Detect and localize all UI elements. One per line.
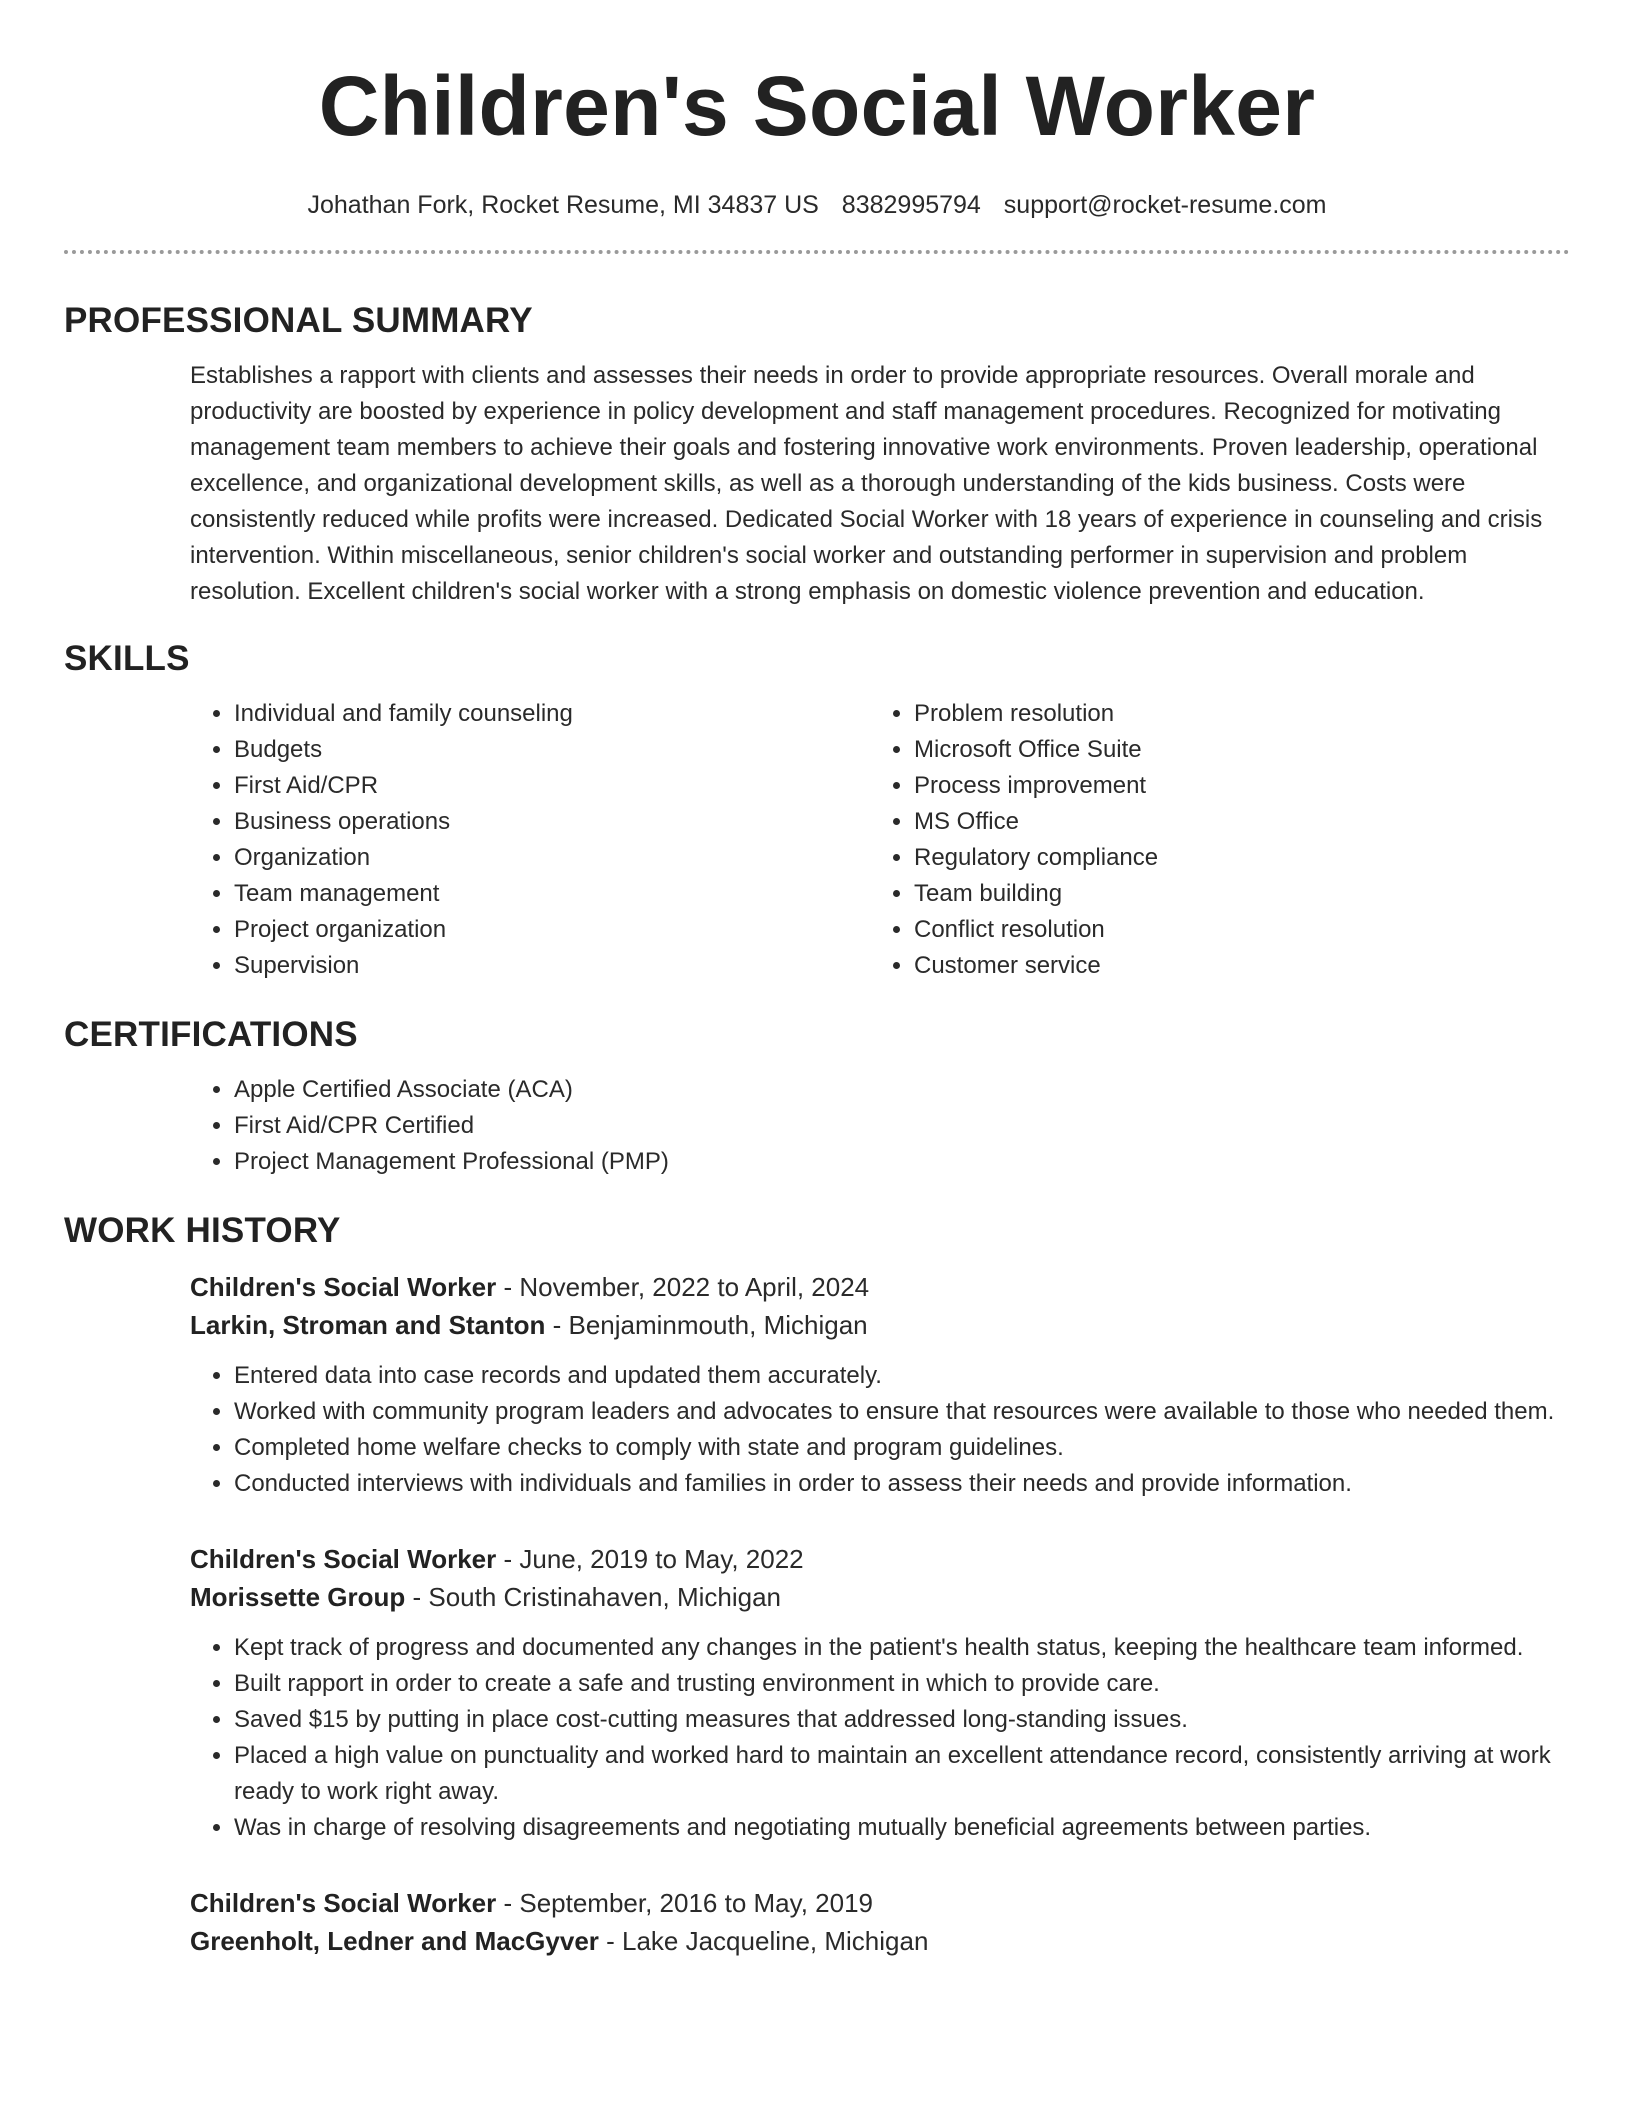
skill-item: • Business operations <box>234 804 870 840</box>
skill-item: • Team building <box>914 876 1550 912</box>
section-work-history <box>64 1210 1570 1960</box>
skills-right-column <box>870 696 1550 984</box>
job-bullet: • Built rapport in order to create a safe and trusting environment in which to provide care. <box>234 1666 1570 1702</box>
skill-item: • Project organization <box>234 912 870 948</box>
skill-item: • Supervision <box>234 948 870 984</box>
skill-item: • Individual and family counseling <box>234 696 870 732</box>
job-role-line <box>190 1268 1570 1306</box>
skill-item: • Conflict resolution <box>914 912 1550 948</box>
skill-item: • Process improvement <box>914 768 1550 804</box>
job-entry <box>190 1540 1570 1846</box>
job-bullet: • Kept track of progress and documented any changes in the patient's health status, keeping the healthcare team informed. <box>234 1630 1570 1666</box>
summary-body <box>190 358 1570 610</box>
skills-right-list <box>870 696 1550 984</box>
job-dates: - June, 2019 to May, 2022 <box>496 1544 804 1574</box>
job-bullet: • Entered data into case records and updated them accurately. <box>234 1358 1570 1394</box>
resume-header <box>64 0 1570 254</box>
certifications-body <box>190 1072 1570 1180</box>
summary-text: Establishes a rapport with clients and assesses their needs in order to provide appropriate resources. Overall morale and productivity are boosted by experience in policy development and staff management procedures. Recognized for motivating management team members to achieve their goals and fostering innovative work environments. Proven leadership, operational excellence, and organizational development skills, as well as a thorough understanding of the kids business. Costs were consistently reduced while profits were increased. Dedicated Social Worker with 18 years of experience in counseling and crisis intervention. Within miscellaneous, senior children's social worker and outstanding performer in supervision and problem resolution. Excellent children's social worker with a strong emphasis on domestic violence prevention and education. <box>190 362 1543 605</box>
skill-item: • Microsoft Office Suite <box>914 732 1550 768</box>
job-dates: - November, 2022 to April, 2024 <box>496 1272 870 1302</box>
job-company-line <box>190 1922 1570 1960</box>
contact-email: support@rocket-resume.com <box>1003 191 1327 219</box>
job-bullet: • Saved $15 by putting in place cost-cutting measures that addressed long-standing issues. <box>234 1702 1570 1738</box>
summary-heading: PROFESSIONAL SUMMARY <box>64 301 533 340</box>
certification-item: • First Aid/CPR Certified <box>234 1108 1570 1144</box>
job-role: Children's Social Worker <box>190 1544 497 1574</box>
skills-left-column <box>190 696 870 984</box>
section-skills <box>64 638 1570 984</box>
job-bullet: • Conducted interviews with individuals and families in order to assess their needs and provide information. <box>234 1466 1570 1502</box>
job-bullets <box>190 1358 1570 1502</box>
work-history-heading: WORK HISTORY <box>64 1211 341 1250</box>
skills-left-list <box>190 696 870 984</box>
job-bullet: • Was in charge of resolving disagreements and negotiating mutually beneficial agreements between parties. <box>234 1810 1570 1846</box>
certifications-list <box>190 1072 1570 1180</box>
skill-item: • MS Office <box>914 804 1550 840</box>
job-location: - Lake Jacqueline, Michigan <box>598 1926 929 1956</box>
certification-item: • Apple Certified Associate (ACA) <box>234 1072 1570 1108</box>
skill-item: • Regulatory compliance <box>914 840 1550 876</box>
job-company: Morissette Group <box>190 1582 406 1612</box>
job-company-line <box>190 1306 1570 1344</box>
job-role: Children's Social Worker <box>190 1888 497 1918</box>
job-company-line <box>190 1578 1570 1616</box>
header-divider <box>64 250 1570 254</box>
certifications-heading: CERTIFICATIONS <box>64 1015 358 1054</box>
job-entry <box>190 1884 1570 1960</box>
skill-item: • Team management <box>234 876 870 912</box>
skill-item: • Problem resolution <box>914 696 1550 732</box>
job-bullets <box>190 1630 1570 1846</box>
job-bullet: • Completed home welfare checks to comply with state and program guidelines. <box>234 1430 1570 1466</box>
skill-item: • Budgets <box>234 732 870 768</box>
section-summary <box>64 300 1570 610</box>
job-role-line <box>190 1540 1570 1578</box>
job-entry <box>190 1268 1570 1502</box>
job-dates: - September, 2016 to May, 2019 <box>496 1888 873 1918</box>
contact-address: Johathan Fork, Rocket Resume, MI 34837 US <box>307 191 819 219</box>
job-location: - Benjaminmouth, Michigan <box>545 1310 868 1340</box>
section-certifications <box>64 1014 1570 1180</box>
skill-item: • First Aid/CPR <box>234 768 870 804</box>
resume-title: Children's Social Worker <box>318 59 1316 153</box>
skills-grid <box>190 696 1570 984</box>
skill-item: • Customer service <box>914 948 1550 984</box>
contact-phone: 8382995794 <box>841 191 981 219</box>
job-location: - South Cristinahaven, Michigan <box>405 1582 781 1612</box>
work-history-body <box>190 1268 1570 1960</box>
job-company: Greenholt, Ledner and MacGyver <box>190 1926 599 1956</box>
skills-heading: SKILLS <box>64 639 190 678</box>
job-company: Larkin, Stroman and Stanton <box>190 1310 546 1340</box>
job-role: Children's Social Worker <box>190 1272 497 1302</box>
certification-item: • Project Management Professional (PMP) <box>234 1144 1570 1180</box>
job-role-line <box>190 1884 1570 1922</box>
skill-item: • Organization <box>234 840 870 876</box>
contact-line <box>64 190 1570 220</box>
job-bullet: • Worked with community program leaders and advocates to ensure that resources were available to those who needed them. <box>234 1394 1570 1430</box>
job-bullet: • Placed a high value on punctuality and worked hard to maintain an excellent attendance record, consistently arriving at work ready to work right away. <box>234 1738 1570 1810</box>
